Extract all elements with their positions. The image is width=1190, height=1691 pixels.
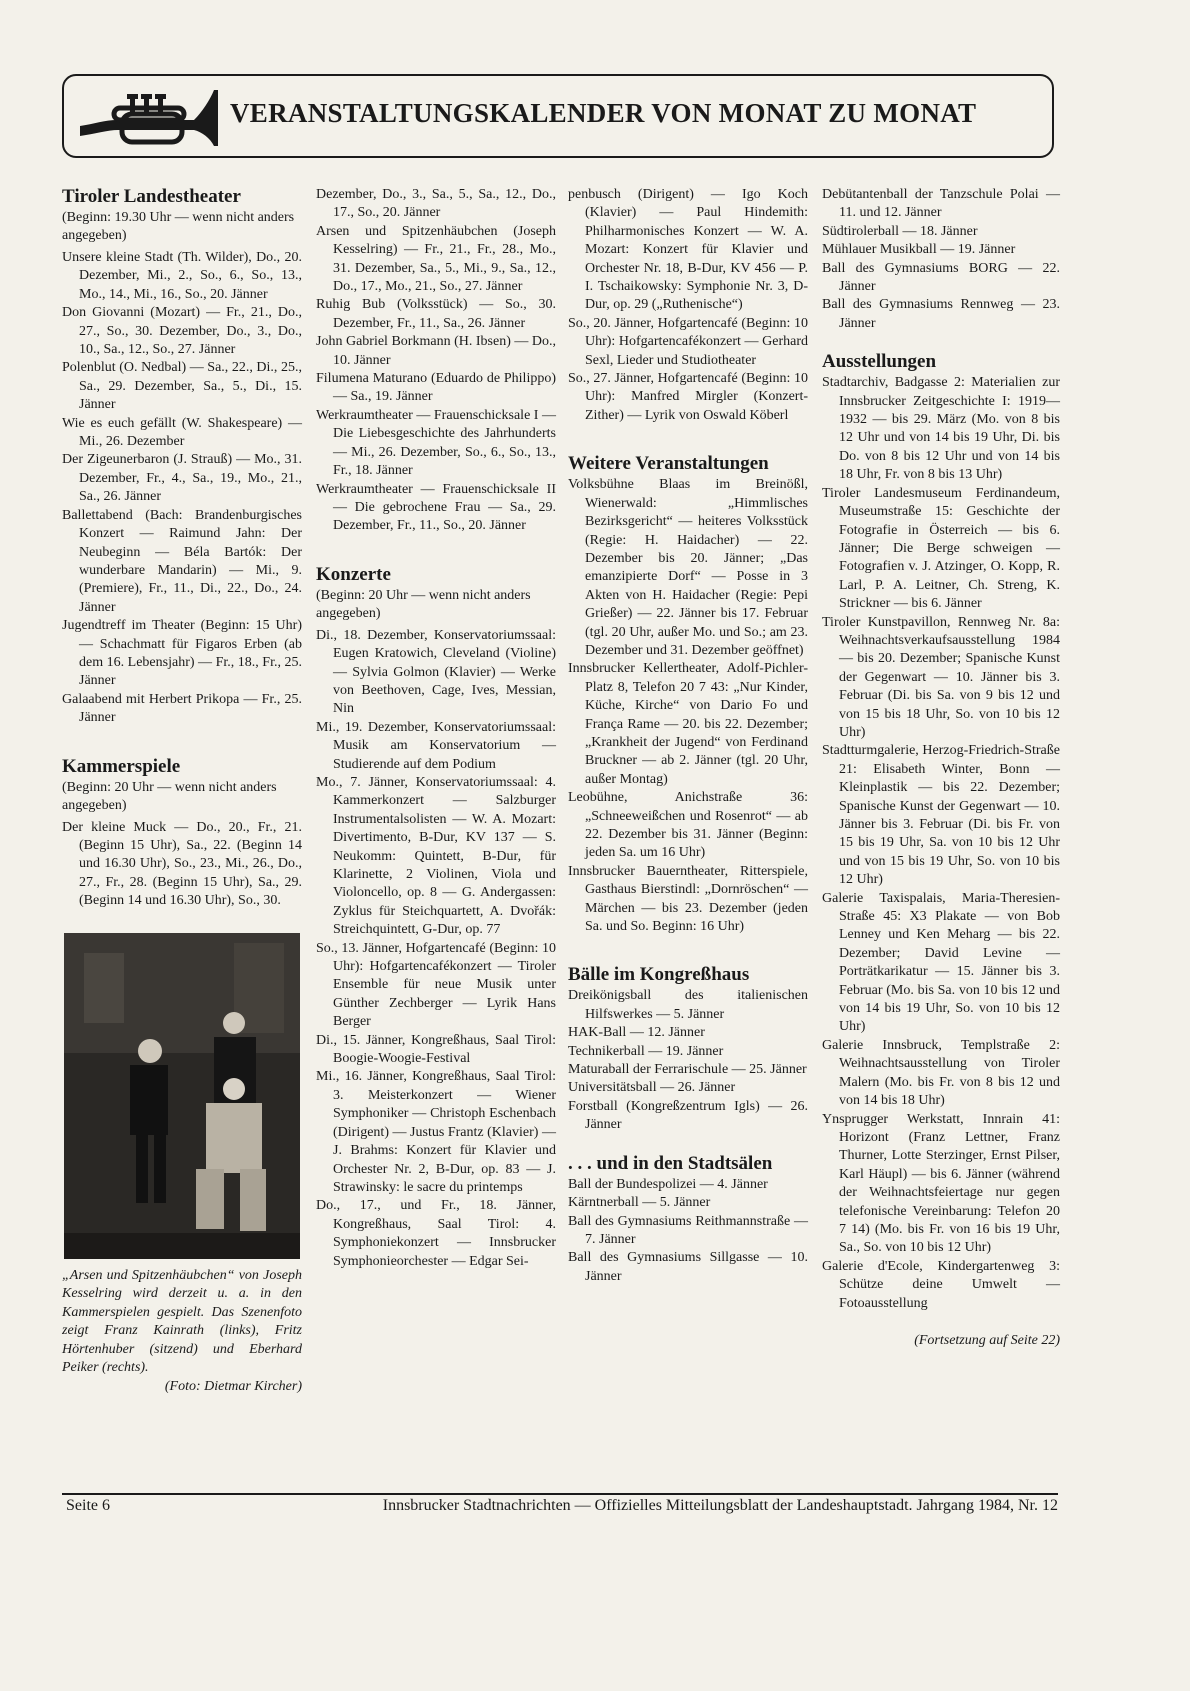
photo-caption: „Arsen und Spitzenhäubchen“ von Joseph Kesselring wird derzeit u. a. in den Kammerspielen gespielt. Das Szenenfoto zeigt Franz Kainrath (links), Fritz Hörtenhuber (sitzend) und Eberhard Peiker (rechts). (62, 1267, 302, 1376)
column-1 (62, 186, 302, 1396)
footer-publication: Innsbrucker Stadtnachrichten — Offizielles Mitteilungsblatt der Landeshauptstadt. Jahrgang 1984, Nr. 12 (382, 1497, 1058, 1514)
stage-photo (64, 933, 300, 1259)
event-entry: Tiroler Landesmuseum Ferdinandeum, Museumstraße 15: Geschichte der Fotografie in Österreich — bis 6. Jänner; Die Berge schweigen — Fotografien v. J. Atzinger, O. Kopp, R. Larl, P. A. Leitner, Ch. Streng, K. Strickner — bis 6. Jänner (822, 485, 1060, 612)
event-entry: Ballettabend (Bach: Brandenburgisches Konzert — Raimund Jahn: Der Neubeginn — Béla Bartók: Der wunderbare Mandarin) — Mi., 9. (Premiere), Fr., 11., Di., 22., Do., 24. Jänner (62, 507, 302, 615)
page-title: VERANSTALTUNGSKALENDER VON MONAT ZU MONAT (230, 98, 977, 128)
event-entry: HAK-Ball — 12. Jänner (568, 1025, 705, 1041)
event-entry: Innsbrucker Bauerntheater, Ritterspiele, Gasthaus Bierstindl: „Dornröschen“ — Märchen — bis 23. Dezember (jeden Sa. und So. Beginn: 16 Uhr) (568, 863, 808, 935)
section-heading-stadtsaele: . . . und in den Stadtsälen (568, 1152, 773, 1174)
column-4 (822, 186, 1060, 1349)
event-entry: Debütantenball der Tanzschule Polai — 11. und 12. Jänner (822, 187, 1060, 221)
event-entry: Mi., 19. Dezember, Konservatoriumssaal: Musik am Konservatorium — Studierende auf dem Podium (316, 719, 556, 772)
section-heading-landestheater: Tiroler Landestheater (62, 186, 241, 207)
column-3 (568, 186, 808, 1286)
event-entry: Stadtarchiv, Badgasse 2: Materialien zur Innsbrucker Zeitgeschichte I: 1919—1932 — bis 29. März (Mo. von 8 bis 12 Uhr und von 14 bis 19 Uhr, Di. bis Do. von 8 bis 12 Uhr und von 14 bis 18 Uhr, Fr. von 8 bis 13 Uhr) (822, 375, 1060, 483)
section-heading-kammerspiele: Kammerspiele (62, 755, 181, 777)
photo-credit: (Foto: Dietmar Kircher) (164, 1378, 302, 1394)
event-entry: Dreikönigsball des italienischen Hilfswerkes — 5. Jänner (568, 988, 808, 1022)
event-entry: Ball der Bundespolizei — 4. Jänner (568, 1176, 768, 1192)
event-entry: Forstball (Kongreßzentrum Igls) — 26. Jänner (568, 1098, 808, 1133)
event-entry: So., 20. Jänner, Hofgartencafé (Beginn: 10 Uhr): Hofgartencafékonzert — Gerhard Sexl, Lieder und Studiotheater (568, 315, 808, 368)
event-entry: Maturaball der Ferrarischule — 25. Jänner (568, 1062, 807, 1078)
event-entry: Technikerball — 19. Jänner (568, 1043, 724, 1059)
footer-divider (62, 1493, 1058, 1495)
event-entry: Ball des Gymnasiums Reithmannstraße — 7. Jänner (568, 1213, 808, 1247)
event-entry: Tiroler Kunstpavillon, Rennweg Nr. 8a: Weihnachtsverkaufsausstellung 1984 — bis 20. Dezember; Spanische Kunst der Gegenwart — 10. Jänner bis 3. Februar (Di. bis Sa. von 9 bis 12 und von 15 bis 18 Uhr, So. von 10 bis 12 Uhr) (822, 614, 1060, 740)
event-entry: Filumena Maturano (Eduardo de Philippo) — Sa., 19. Jänner (316, 371, 556, 405)
event-entry: Di., 15. Jänner, Kongreßhaus, Saal Tirol: Boogie-Woogie-Festival (316, 1032, 556, 1067)
section-heading-weitere: Weitere Veranstaltungen (568, 453, 769, 475)
event-entry: Galerie Innsbruck, Templstraße 2: Weihnachtsausstellung von Tiroler Malern (Mo. bis Fr. von 8 bis 12 und von 14 bis 18 Uhr) (822, 1037, 1060, 1109)
column-2 (316, 186, 556, 1271)
event-entry: Don Giovanni (Mozart) — Fr., 21., Do., 27., So., 30. Dezember, Do., 3., Do., 10., Sa., 12., So., 27. Jänner (62, 305, 302, 358)
event-entry: Galerie d'Ecole, Kindergartenweg 3: Schütze deine Umwelt — Fotoausstellung (822, 1258, 1060, 1311)
section-heading-konzerte: Konzerte (316, 563, 391, 585)
event-entry: Ruhig Bub (Volksstück) — So., 30. Dezember, Fr., 11., Sa., 26. Jänner (316, 297, 556, 331)
event-entry: Volksbühne Blaas im Breinößl, Wienerwald: „Himmlisches Bezirksgericht“ — heiteres Volksstück (Regie: H. Haidacher) — 22. Dezember bis 20. Jänner; „Das emanzipierte Dorf“ — Posse in 3 Akten von H. Haidacher (Regie: Pepi Grießer) — 22. Jänner bis 17. Februar (tgl. 20 Uhr, außer Mo. und So.; am 23. Dezember und 31. Dezember geöffnet) (568, 477, 808, 658)
event-entry: Werkraumtheater — Frauenschicksale II — Die gebrochene Frau — Sa., 29. Dezember, Fr., 11., So., 20. Jänner (316, 481, 556, 534)
page-number: Seite 6 (66, 1497, 110, 1514)
event-entry: Universitätsball — 26. Jänner (568, 1080, 736, 1096)
event-entry: Der Zigeunerbaron (J. Strauß) — Mo., 31. Dezember, Fr., 4., Sa., 19., Mo., 21., Sa., 26. Jänner (62, 452, 302, 505)
event-entry: Mi., 16. Jänner, Kongreßhaus, Saal Tirol: 3. Meisterkonzert — Wiener Symphoniker — Christoph Eschenbach (Dirigent) — Justus Frantz (Klavier) — J. Brahms: Konzert für Klavier und Orchester Nr. 2, B-Dur, op. 83 — J. Strawinsky: le sacre du printemps (316, 1069, 556, 1195)
event-entry: Di., 18. Dezember, Konservatoriumssaal: Eugen Kratowich, Cleveland (Violine) — Sylvia Golmon (Klavier) — Werke von Beethoven, Cage, Ives, Messian, Nin (316, 627, 556, 717)
event-entry: Leobühne, Anichstraße 36: „Schneeweißchen und Rosenrot“ — ab 22. Dezember bis 31. Jänner (Beginn: jeden Sa. um 16 Uhr) (568, 790, 808, 861)
trumpet-icon (74, 80, 224, 152)
event-entry: So., 13. Jänner, Hofgartencafé (Beginn: 10 Uhr): Hofgartencafékonzert — Tiroler Ensemble für neue Musik unter Günther Zechberger — Lyrik Hans Berger (316, 940, 556, 1030)
event-entry: Polenblut (O. Nedbal) — Sa., 22., Di., 25., Sa., 29. Dezember, Sa., 5., Di., 15. Jänner (62, 360, 302, 413)
event-entry: So., 27. Jänner, Hofgartencafé (Beginn: 10 Uhr): Manfred Mirgler (Konzert-Zither) — Lyrik von Oswald Köberl (568, 371, 808, 423)
event-entry: Arsen und Spitzenhäubchen (Joseph Kesselring) — Fr., 21., Fr., 28., Mo., 31. Dezember, Sa., 5., Mi., 9., Sa., 12., Do., 17., Mo., 21., So., 27. Jänner (316, 223, 556, 295)
event-entry: Innsbrucker Kellertheater, Adolf-Pichler-Platz 8, Telefon 20 7 43: „Nur Kinder, Küche, Kirche“ von Dario Fo und França Rame — 20. bis 22. Dezember; „Krankheit der Jugend“ von Ferdinand Bruckner — ab 2. Jänner (tgl. 20 Uhr, außer Montag) (568, 661, 808, 787)
event-entry: John Gabriel Borkmann (H. Ibsen) — Do., 10. Jänner (316, 334, 556, 368)
event-entry: Ball des Gymnasiums Rennweg — 23. Jänner (822, 297, 1060, 331)
event-entry: Kärntnerball — 5. Jänner (568, 1195, 711, 1211)
event-entry: penbusch (Dirigent) — Igo Koch (Klavier) — Paul Hindemith: Philharmonisches Konzert — W. A. Mozart: Konzert für Klavier und Orchester Nr. 18, B-Dur, KV 456 — P. I. Tschaikowsky: Symphonie Nr. 3, D-Dur, op. 29 („Ruthenische“) (568, 187, 808, 313)
event-entry: Werkraumtheater — Frauenschicksale I — Die Liebesgeschichte des Jahrhunderts — Mi., 26. Dezember, So., 6., So., 13., Fr., 18. Jänner (316, 407, 556, 479)
event-entry: Mo., 7. Jänner, Konservatoriumssaal: 4. Kammerkonzert — Salzburger Instrumentalsolisten — W. A. Mozart: Divertimento, B-Dur, KV 137 — S. Neukomm: Quintett, B-Dur, für Klarinette, 2 Violinen, Viola und Violoncello, op. 8 — G. Andergassen: Zyklus für Steichquartett, A. Dvořák: Streichquintett, G-Dur, op. 77 (316, 774, 556, 938)
event-entry: Galerie Taxispalais, Maria-Theresien-Straße 45: X3 Plakate — von Bob Lenney und Ken Meharg — bis 22. Dezember; David Levine — Porträtkarikatur — 15. Jänner bis 3. Februar (Mo. bis Sa. von 10 bis 12 und von 14 bis 19 Uhr, So. von 10 bis 12 Uhr) (822, 890, 1060, 1035)
event-entry: Unsere kleine Stadt (Th. Wilder), Do., 20. Dezember, Mi., 2., So., 6., So., 13., Mo., 14., Mi., 16., So., 20. Jänner (62, 250, 302, 302)
event-entry: Ball des Gymnasiums Sillgasse — 10. Jänner (568, 1250, 808, 1284)
section-heading-baelle: Bälle im Kongreßhaus (568, 964, 750, 986)
event-entry: Wie es euch gefällt (W. Shakespeare) — Mi., 26. Dezember (62, 415, 302, 450)
section-note: (Beginn: 20 Uhr — wenn nicht anders angegeben) (62, 779, 277, 813)
event-entry: Ball des Gymnasiums BORG — 22. Jänner (822, 260, 1060, 295)
section-note: (Beginn: 20 Uhr — wenn nicht anders angegeben) (316, 587, 531, 621)
header-banner (62, 74, 1054, 158)
event-entry: Dezember, Do., 3., Sa., 5., Sa., 12., Do., 17., So., 20. Jänner (316, 187, 556, 221)
event-entry: Südtirolerball — 18. Jänner (822, 223, 978, 239)
section-heading-ausstellungen: Ausstellungen (822, 351, 937, 373)
event-entry: Do., 17., und Fr., 18. Jänner, Kongreßhaus, Saal Tirol: 4. Symphoniekonzert — Innsbrucker Symphonieorchester — Edgar Sei- (316, 1198, 556, 1269)
event-entry: Stadtturmgalerie, Herzog-Friedrich-Straße 21: Elisabeth Winter, Bonn — Kleinplastik — bis 22. Dezember; Spanische Kunst der Gegenwart — 10. Jänner bis 3. Februar (Di. bis Fr. von 15 bis 19 Uhr, Sa. von 10 bis 12 Uhr und von 15 bis 19 Uhr, So. von 10 bis 12 Uhr) (822, 743, 1060, 888)
event-entry: Ynsprugger Werkstatt, Innrain 41: Horizont (Franz Lettner, Franz Thurner, Lotte Sterzinger, Ernst Pilser, Karl Häupl) — bis 6. Jänner (während der Weihnachtsfeiertage nur gegen telefonische Vereinbarung: Telefon 20 7 14) (Mo. bis Fr. von 16 bis 19 Uhr, Sa., So. von 10 bis 12 Uhr) (822, 1111, 1060, 1256)
event-entry: Der kleine Muck — Do., 20., Fr., 21. (Beginn 15 Uhr), Sa., 22. (Beginn 14 und 16.30 Uhr), So., 23., Mi., 26., Do., 27., Fr., 28. (Beginn 15 Uhr), Sa., 29. (Beginn 14 und 16.30 Uhr), So., 30. (62, 819, 302, 909)
section-note: (Beginn: 19.30 Uhr — wenn nicht anders angegeben) (62, 210, 295, 243)
event-entry: Mühlauer Musikball — 19. Jänner (822, 242, 1016, 258)
continuation-note: (Fortsetzung auf Seite 22) (914, 1332, 1060, 1348)
event-entry: Jugendtreff im Theater (Beginn: 15 Uhr) — Schachmatt für Figaros Erben (ab dem 16. Lebensjahr) — Fr., 18., Fr., 25. Jänner (62, 618, 302, 689)
event-entry: Galaabend mit Herbert Prikopa — Fr., 25. Jänner (62, 691, 302, 726)
